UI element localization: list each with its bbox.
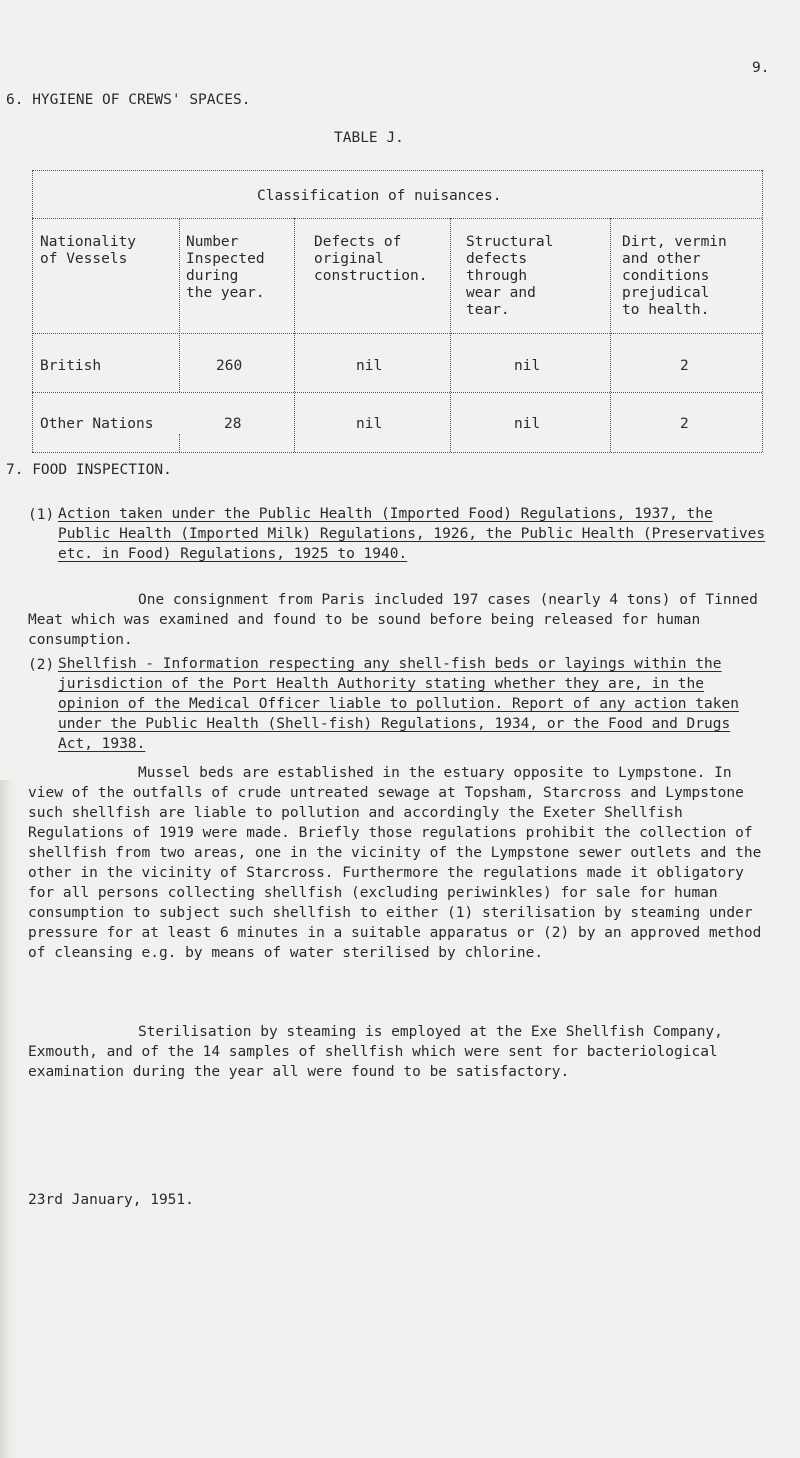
section-7-heading: 7. FOOD INSPECTION.	[6, 462, 172, 478]
page-number: 9.	[752, 60, 770, 76]
item-2-body-2: Sterilisation by steaming is employed at the Exe Shellfish Company, Exmouth, and of the 14 samples of shellfish which were sent for bacteriological examination during the year all were found to be satisfactory.	[28, 1024, 723, 1080]
cell-structural: nil	[514, 358, 541, 374]
item-1-body: One consignment from Paris included 197 cases (nearly 4 tons) of Tinned Meat which was examined and found to be sound before being released for human consumption.	[28, 592, 758, 648]
table-rule	[32, 170, 762, 171]
table-rule	[179, 434, 180, 452]
table-rule	[32, 452, 762, 453]
table-rule	[32, 218, 762, 219]
item-2-body-1: Mussel beds are established in the estuary opposite to Lympstone. In view of the outfalls of crude untreated sewage at Topsham, Starcross and Lympstone such shellfish are liable to pollution and accordingly the Exeter Shellfish Regulations of 1919 were made. Briefly those regulations prohibit the collection of shellfish from two areas, one in the vicinity of the Lympstone sewer outlets and the other in the vicinity of Starcross. Furthermore the regulations made it obligatory for all persons collecting shellfish (excluding periwinkles) for sale for human consumption to subject such shellfish to either (1) sterilisation by steaming under pressure for at least 6 minutes in a suitable apparatus or (2) by an approved method of cleansing e.g. by means of water sterilised by chlorine.	[28, 765, 762, 961]
table-rule	[294, 218, 295, 452]
item-2-number: (2)	[28, 657, 55, 673]
col-header-structural: Structural defects through wear and tear.	[466, 234, 554, 318]
col-header-dirt: Dirt, vermin and other conditions prejudical to health.	[622, 234, 727, 318]
table-rule	[450, 218, 451, 452]
col-header-number: Number Inspected during the year.	[186, 234, 265, 301]
cell-structural: nil	[514, 416, 541, 432]
table-rule	[179, 218, 180, 392]
item-2-heading: Shellfish - Information respecting any shell-fish beds or layings within the jurisdiction of the Port Health Authority stating whether they are, in the opinion of the Medical Officer liable to pollution. Report of any action taken under the Public Health (Shell-fish) Regulations, 1934, or the Food and Drugs Act, 1938.	[58, 656, 739, 752]
item-1-number: (1)	[28, 507, 55, 523]
table-rule	[32, 170, 33, 452]
cell-number: 260	[216, 358, 243, 374]
item-1-heading: Action taken under the Public Health (Imported Food) Regulations, 1937, the Public Health (Imported Milk) Regulations, 1926, the Public Health (Preservatives etc. in Food) Regulations, 1925 to 1940.	[58, 506, 766, 562]
report-date: 23rd January, 1951.	[28, 1192, 194, 1208]
col-header-defects: Defects of original construction.	[314, 234, 428, 284]
cell-dirt: 2	[680, 416, 689, 432]
cell-defects: nil	[356, 358, 383, 374]
table-rule	[32, 333, 762, 334]
section-6-heading: 6. HYGIENE OF CREWS' SPACES.	[6, 92, 251, 108]
cell-nationality: British	[40, 358, 102, 374]
table-rule	[32, 392, 762, 393]
table-title: TABLE J.	[334, 130, 404, 146]
scan-shadow	[0, 780, 18, 1458]
table-rule	[610, 218, 611, 452]
cell-nationality: Other Nations	[40, 416, 154, 432]
cell-number: 28	[224, 416, 242, 432]
col-header-nationality: Nationality of Vessels	[40, 234, 137, 267]
table-caption: Classification of nuisances.	[257, 188, 502, 204]
cell-defects: nil	[356, 416, 383, 432]
cell-dirt: 2	[680, 358, 689, 374]
table-rule	[762, 170, 763, 452]
